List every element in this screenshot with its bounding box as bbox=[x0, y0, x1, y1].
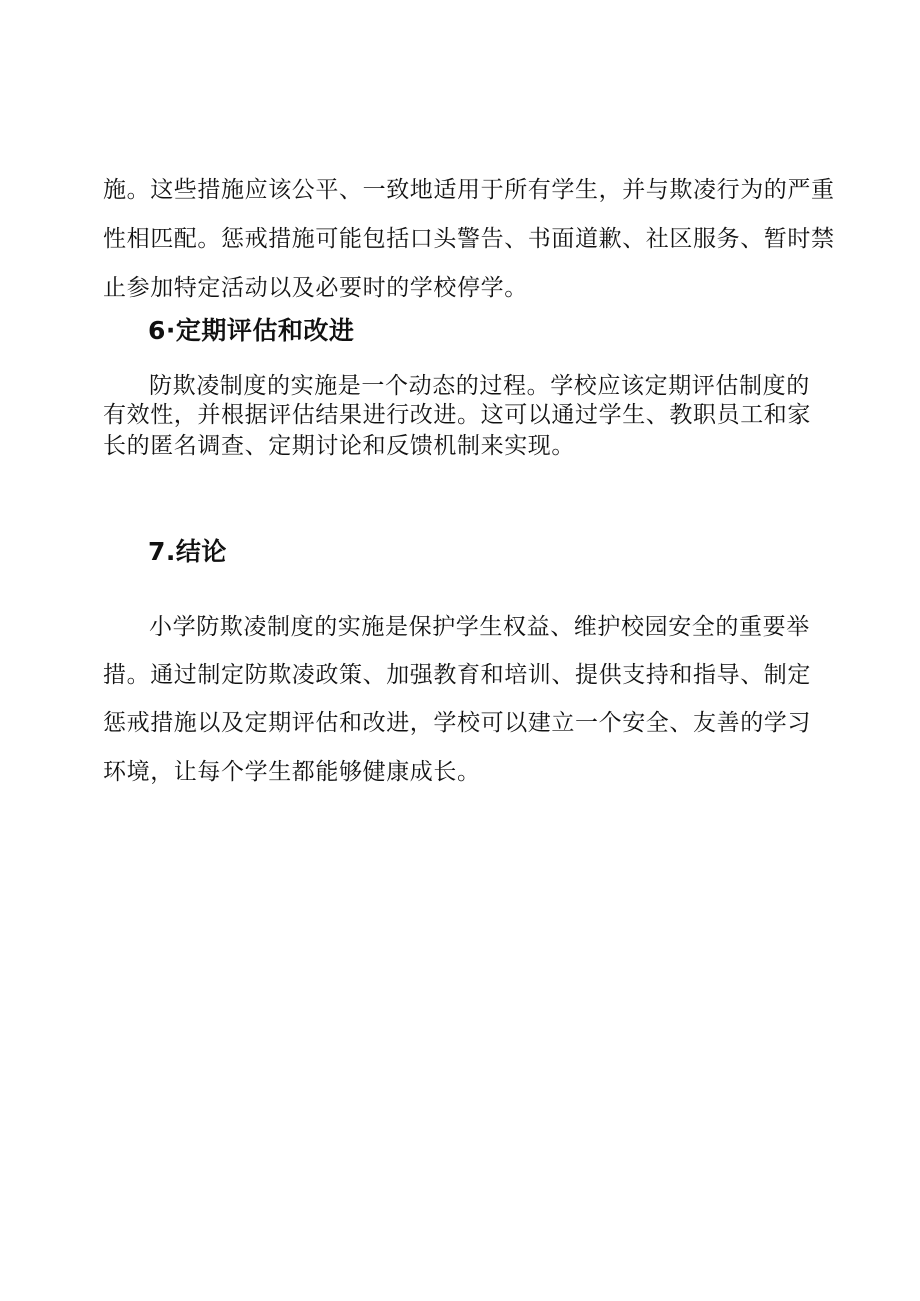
paragraph-line: 止参加特定活动以及必要时的学校停学。 bbox=[103, 275, 528, 301]
paragraph-line: 防欺凌制度的实施是一个动态的过程。学校应该定期评估制度的 bbox=[149, 373, 810, 399]
paragraph-line: 性相匹配。惩戒措施可能包括口头警告、书面道歉、社区服务、暂时禁 bbox=[103, 226, 835, 252]
paragraph-line: 长的匿名调查、定期讨论和反馈机制来实现。 bbox=[103, 433, 575, 459]
section-7-heading: 7.结论 bbox=[148, 537, 227, 566]
paragraph-line: 小学防欺凌制度的实施是保护学生权益、维护校园安全的重要举 bbox=[149, 614, 810, 640]
paragraph-line: 惩戒措施以及定期评估和改进，学校可以建立一个安全、友善的学习 bbox=[103, 710, 811, 736]
paragraph-line: 环境，让每个学生都能够健康成长。 bbox=[103, 759, 481, 785]
paragraph-line: 措。通过制定防欺凌政策、加强教育和培训、提供支持和指导、制定 bbox=[103, 662, 811, 688]
paragraph-line: 施。这些措施应该公平、一致地适用于所有学生，并与欺凌行为的严重 bbox=[103, 177, 835, 203]
paragraph-line: 有效性，并根据评估结果进行改进。这可以通过学生、教职员工和家 bbox=[103, 402, 811, 428]
section-6-heading: 6·定期评估和改进 bbox=[148, 316, 355, 345]
